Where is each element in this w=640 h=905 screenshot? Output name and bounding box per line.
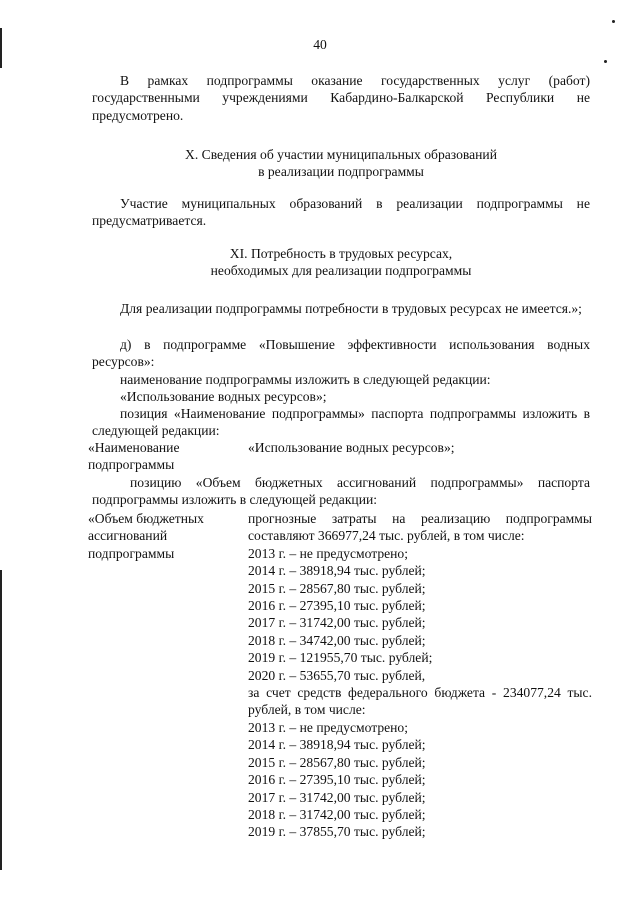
passport-row-budget	[88, 510, 592, 850]
budget-year-line: 2018 г. – 34742,00 тыс. рублей;	[248, 632, 426, 648]
budget-year-line: 2016 г. – 27395,10 тыс. рублей;	[248, 598, 426, 614]
section-10-title-line2: в реализации подпрограммы	[258, 164, 424, 180]
budget-year-line: 2020 г. – 53655,70 тыс. рублей,	[248, 667, 426, 683]
scan-mark-left-mid	[0, 570, 2, 870]
paragraph-new-name: «Использование водных ресурсов»;	[120, 389, 327, 404]
passport-value-budget	[248, 510, 592, 841]
section-11-title-line1: XI. Потребность в трудовых ресурсах,	[229, 246, 453, 261]
section-10-title-line1: X. Сведения об участии муниципальных образований	[185, 147, 497, 162]
paragraph-name-change: наименование подпрограммы изложить в следующей редакции:	[120, 372, 491, 387]
section-10-heading	[92, 146, 590, 181]
section-11-heading	[92, 245, 590, 280]
budget-year-line: 2017 г. – 31742,00 тыс. рублей;	[248, 789, 426, 805]
paragraph-labor: Для реализации подпрограммы потребности в трудовых ресурсах не имеется.»;	[120, 301, 582, 316]
budget-year-line: 2013 г. – не предусмотрено;	[248, 719, 409, 735]
passport-label-name: «Наименование подпрограммы	[88, 440, 180, 473]
section-11-title-line2: необходимых для реализации подпрограммы	[210, 263, 472, 279]
budget-year-line: 2014 г. – 38918,94 тыс. рублей;	[248, 563, 426, 579]
budget-intro: прогнозные затраты на реализацию подпрограммы составляют 366977,24 тыс. рублей, в том числе:	[248, 511, 592, 544]
passport-label-budget: «Объем бюджетных ассигнований подпрограммы	[88, 511, 204, 561]
budget-federal: за счет средств федерального бюджета - 234077,24 тыс. рублей, в том числе:	[248, 685, 592, 718]
budget-year-line: 2017 г. – 31742,00 тыс. рублей;	[248, 615, 426, 631]
budget-year-line: 2015 г. – 28567,80 тыс. рублей;	[248, 580, 426, 596]
budget-year-line: 2019 г. – 121955,70 тыс. рублей;	[248, 650, 433, 666]
budget-years-federal	[248, 719, 592, 841]
paragraph-municipal: Участие муниципальных образований в реализации подпрограммы не предусматривается.	[92, 196, 590, 229]
paragraph-services: В рамках подпрограммы оказание государственных услуг (работ) государственными учреждениями Кабардино-Балкарской Республики не предусмотрено.	[92, 73, 590, 123]
budget-year-line: 2019 г. – 37855,70 тыс. рублей;	[248, 824, 426, 840]
paragraph-subprogram-d: д) в подпрограмме «Повышение эффективности использования водных ресурсов»:	[92, 337, 590, 370]
page-number: 40	[313, 37, 327, 52]
paragraph-position-name: позиция «Наименование подпрограммы» паспорта подпрограммы изложить в следующей редакции:	[92, 406, 590, 439]
passport-value-name: «Использование водных ресурсов»;	[248, 440, 455, 455]
budget-year-line: 2016 г. – 27395,10 тыс. рублей;	[248, 772, 426, 788]
budget-year-line: 2018 г. – 31742,00 тыс. рублей;	[248, 806, 426, 822]
budget-year-line: 2014 г. – 38918,94 тыс. рублей;	[248, 737, 426, 753]
budget-year-line: 2015 г. – 28567,80 тыс. рублей;	[248, 754, 426, 770]
budget-year-line: 2013 г. – не предусмотрено;	[248, 545, 409, 561]
passport-row-name	[88, 439, 592, 475]
budget-years-total	[248, 545, 592, 684]
paragraph-position-budget	[92, 474, 590, 509]
scan-dot-2	[604, 60, 607, 63]
scan-dot-1	[612, 20, 615, 23]
paragraph-position-budget-text: позицию «Объем бюджетных ассигнований подпрограммы» паспорта подпрограммы изложить в следующей редакции:	[92, 475, 590, 508]
